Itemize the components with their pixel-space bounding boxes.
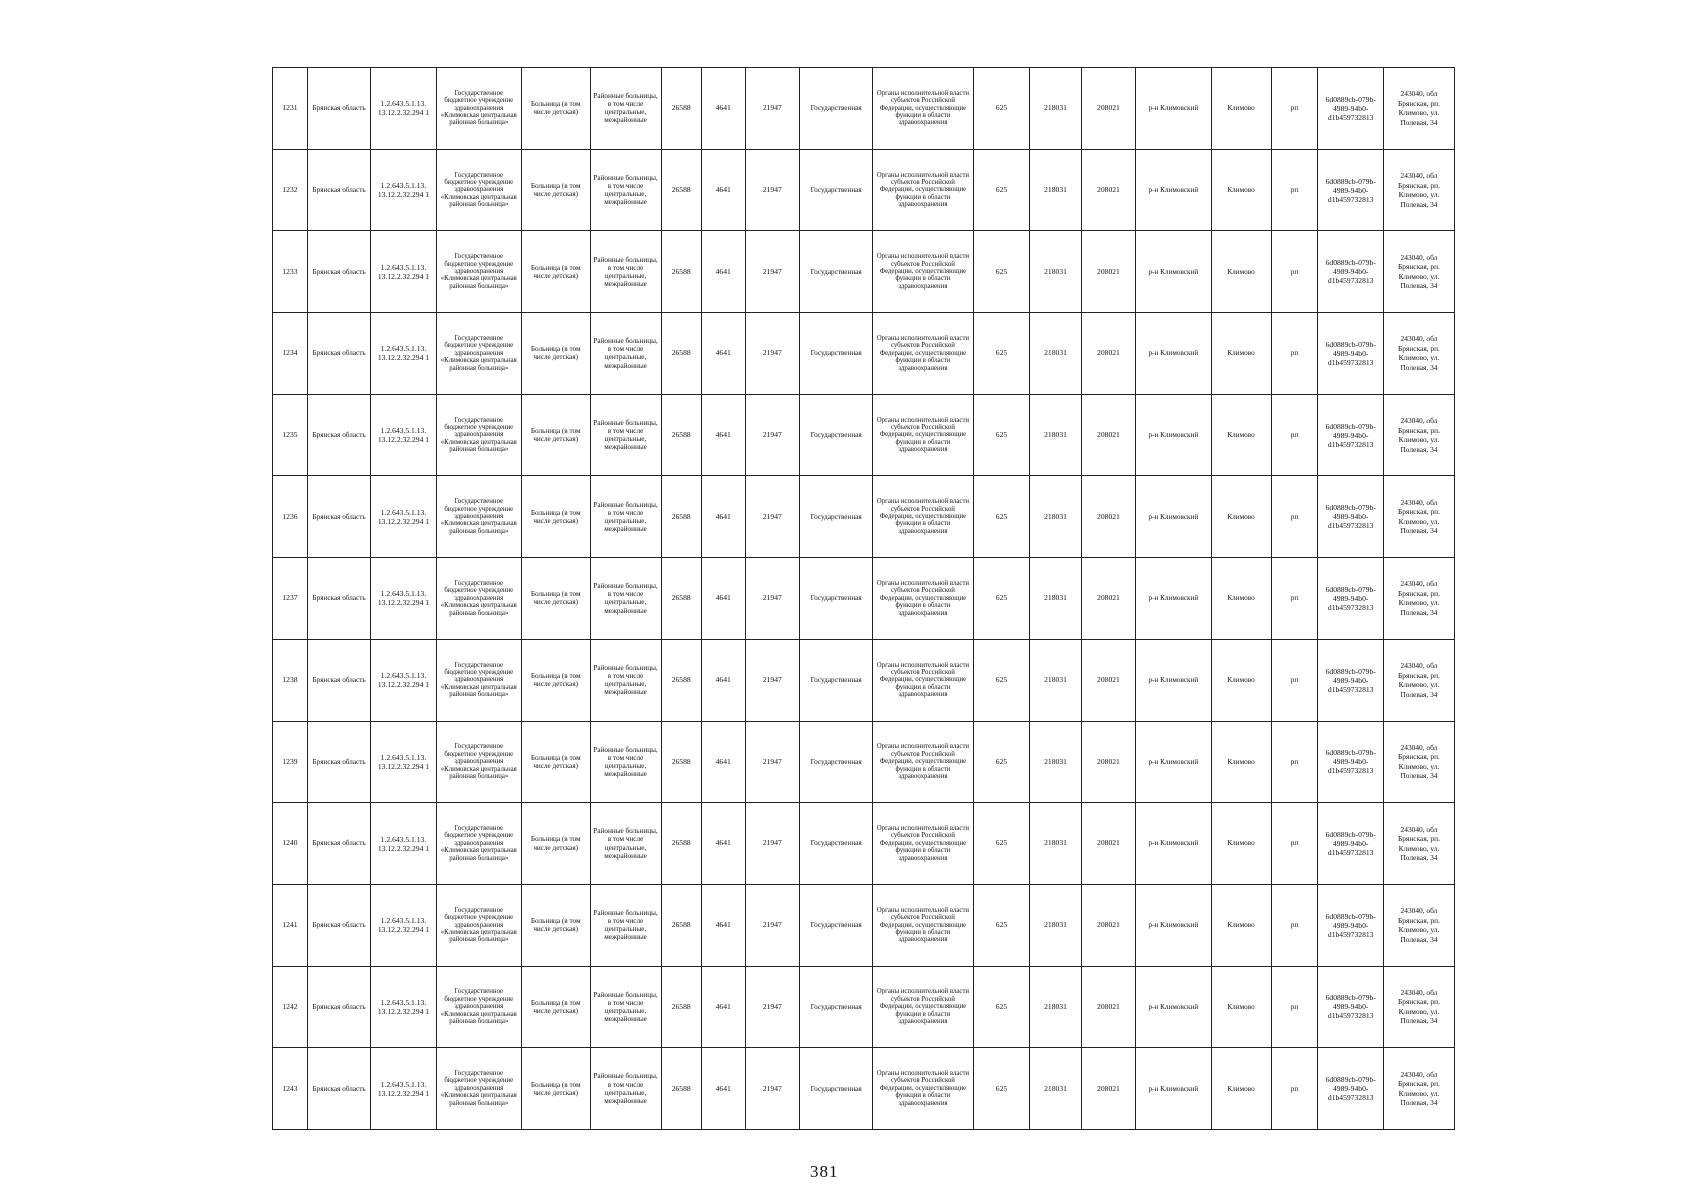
settlement-type-cell: рп: [1271, 884, 1318, 966]
code-cell: 1.2.643.5.1.13. 13.12.2.32.294 1: [371, 1048, 436, 1130]
authority-cell: Органы исполнительной власти субъектов Российской Федерации, осуществляющие функции в области здравоохранения: [873, 476, 973, 558]
row-number: 1231: [273, 68, 308, 150]
settlement-cell: Климово: [1211, 1048, 1271, 1130]
code-cell: 1.2.643.5.1.13. 13.12.2.32.294 1: [371, 639, 436, 721]
district-cell: р-н Климовский: [1136, 68, 1211, 150]
district-cell: р-н Климовский: [1136, 558, 1211, 640]
settlement-cell: Климово: [1211, 884, 1271, 966]
code-625-cell: 625: [973, 68, 1030, 150]
region-cell: Брянская область: [307, 394, 370, 476]
settlement-type-cell: рп: [1271, 803, 1318, 885]
region-cell: Брянская область: [307, 966, 370, 1048]
facility-kind-cell: Районные больницы, в том числе центральные, межрайонные: [590, 1048, 661, 1130]
code-218031-cell: 218031: [1030, 149, 1081, 231]
address-cell: 243040, обл Брянская, рп. Климово, ул. Полевая, 34: [1383, 476, 1454, 558]
ownership-cell: Государственная: [800, 231, 873, 313]
code-625-cell: 625: [973, 966, 1030, 1048]
code-cell: 1.2.643.5.1.13. 13.12.2.32.294 1: [371, 476, 436, 558]
registry-table: [272, 67, 1455, 1130]
guid-cell: 6d0889cb-079b-4989-94b0-d1b459732813: [1318, 313, 1383, 395]
number-cell-3: 21947: [745, 803, 800, 885]
table-row: [273, 1048, 1455, 1130]
code-625-cell: 625: [973, 231, 1030, 313]
code-cell: 1.2.643.5.1.13. 13.12.2.32.294 1: [371, 884, 436, 966]
number-cell-3: 21947: [745, 476, 800, 558]
ownership-cell: Государственная: [800, 803, 873, 885]
row-number: 1238: [273, 639, 308, 721]
region-cell: Брянская область: [307, 231, 370, 313]
facility-type-cell: Больница (в том числе детская): [521, 558, 590, 640]
code-208021-cell: 208021: [1081, 966, 1136, 1048]
code-218031-cell: 218031: [1030, 68, 1081, 150]
settlement-cell: Климово: [1211, 721, 1271, 803]
settlement-type-cell: рп: [1271, 149, 1318, 231]
number-cell-1: 26588: [661, 394, 701, 476]
code-625-cell: 625: [973, 313, 1030, 395]
number-cell-2: 4641: [701, 476, 745, 558]
number-cell-3: 21947: [745, 884, 800, 966]
organization-cell: Государственное бюджетное учреждение здравоохранения «Климовская центральная районная больница»: [436, 639, 521, 721]
ownership-cell: Государственная: [800, 149, 873, 231]
facility-kind-cell: Районные больницы, в том числе центральные, межрайонные: [590, 558, 661, 640]
code-218031-cell: 218031: [1030, 803, 1081, 885]
row-number: 1240: [273, 803, 308, 885]
table-row: [273, 394, 1455, 476]
code-625-cell: 625: [973, 803, 1030, 885]
table-row: [273, 966, 1455, 1048]
number-cell-2: 4641: [701, 1048, 745, 1130]
authority-cell: Органы исполнительной власти субъектов Российской Федерации, осуществляющие функции в области здравоохранения: [873, 231, 973, 313]
settlement-cell: Климово: [1211, 803, 1271, 885]
guid-cell: 6d0889cb-079b-4989-94b0-d1b459732813: [1318, 884, 1383, 966]
address-cell: 243040, обл Брянская, рп. Климово, ул. Полевая, 34: [1383, 68, 1454, 150]
address-cell: 243040, обл Брянская, рп. Климово, ул. Полевая, 34: [1383, 721, 1454, 803]
address-cell: 243040, обл Брянская, рп. Климово, ул. Полевая, 34: [1383, 803, 1454, 885]
region-cell: Брянская область: [307, 476, 370, 558]
authority-cell: Органы исполнительной власти субъектов Российской Федерации, осуществляющие функции в области здравоохранения: [873, 68, 973, 150]
number-cell-1: 26588: [661, 149, 701, 231]
row-number: 1235: [273, 394, 308, 476]
code-625-cell: 625: [973, 558, 1030, 640]
district-cell: р-н Климовский: [1136, 394, 1211, 476]
table-row: [273, 231, 1455, 313]
number-cell-1: 26588: [661, 884, 701, 966]
row-number: 1233: [273, 231, 308, 313]
ownership-cell: Государственная: [800, 884, 873, 966]
district-cell: р-н Климовский: [1136, 149, 1211, 231]
row-number: 1236: [273, 476, 308, 558]
settlement-cell: Климово: [1211, 394, 1271, 476]
facility-type-cell: Больница (в том числе детская): [521, 68, 590, 150]
facility-kind-cell: Районные больницы, в том числе центральные, межрайонные: [590, 884, 661, 966]
facility-kind-cell: Районные больницы, в том числе центральные, межрайонные: [590, 394, 661, 476]
settlement-type-cell: рп: [1271, 966, 1318, 1048]
address-cell: 243040, обл Брянская, рп. Климово, ул. Полевая, 34: [1383, 231, 1454, 313]
facility-kind-cell: Районные больницы, в том числе центральные, межрайонные: [590, 476, 661, 558]
settlement-type-cell: рп: [1271, 313, 1318, 395]
number-cell-1: 26588: [661, 803, 701, 885]
facility-type-cell: Больница (в том числе детская): [521, 1048, 590, 1130]
facility-kind-cell: Районные больницы, в том числе центральные, межрайонные: [590, 231, 661, 313]
code-218031-cell: 218031: [1030, 721, 1081, 803]
facility-type-cell: Больница (в том числе детская): [521, 313, 590, 395]
region-cell: Брянская область: [307, 884, 370, 966]
code-cell: 1.2.643.5.1.13. 13.12.2.32.294 1: [371, 966, 436, 1048]
authority-cell: Органы исполнительной власти субъектов Российской Федерации, осуществляющие функции в области здравоохранения: [873, 394, 973, 476]
authority-cell: Органы исполнительной власти субъектов Российской Федерации, осуществляющие функции в области здравоохранения: [873, 558, 973, 640]
number-cell-3: 21947: [745, 721, 800, 803]
district-cell: р-н Климовский: [1136, 966, 1211, 1048]
number-cell-3: 21947: [745, 639, 800, 721]
district-cell: р-н Климовский: [1136, 721, 1211, 803]
guid-cell: 6d0889cb-079b-4989-94b0-d1b459732813: [1318, 639, 1383, 721]
row-number: 1234: [273, 313, 308, 395]
organization-cell: Государственное бюджетное учреждение здравоохранения «Климовская центральная районная больница»: [436, 313, 521, 395]
district-cell: р-н Климовский: [1136, 476, 1211, 558]
district-cell: р-н Климовский: [1136, 231, 1211, 313]
code-625-cell: 625: [973, 639, 1030, 721]
code-218031-cell: 218031: [1030, 558, 1081, 640]
ownership-cell: Государственная: [800, 966, 873, 1048]
authority-cell: Органы исполнительной власти субъектов Российской Федерации, осуществляющие функции в области здравоохранения: [873, 149, 973, 231]
organization-cell: Государственное бюджетное учреждение здравоохранения «Климовская центральная районная больница»: [436, 476, 521, 558]
district-cell: р-н Климовский: [1136, 803, 1211, 885]
table-row: [273, 476, 1455, 558]
number-cell-3: 21947: [745, 68, 800, 150]
code-cell: 1.2.643.5.1.13. 13.12.2.32.294 1: [371, 68, 436, 150]
code-208021-cell: 208021: [1081, 394, 1136, 476]
number-cell-2: 4641: [701, 231, 745, 313]
number-cell-3: 21947: [745, 231, 800, 313]
region-cell: Брянская область: [307, 721, 370, 803]
code-cell: 1.2.643.5.1.13. 13.12.2.32.294 1: [371, 803, 436, 885]
organization-cell: Государственное бюджетное учреждение здравоохранения «Климовская центральная районная больница»: [436, 803, 521, 885]
number-cell-3: 21947: [745, 149, 800, 231]
table-row: [273, 803, 1455, 885]
region-cell: Брянская область: [307, 1048, 370, 1130]
code-218031-cell: 218031: [1030, 476, 1081, 558]
number-cell-1: 26588: [661, 558, 701, 640]
settlement-cell: Климово: [1211, 68, 1271, 150]
number-cell-3: 21947: [745, 313, 800, 395]
authority-cell: Органы исполнительной власти субъектов Российской Федерации, осуществляющие функции в области здравоохранения: [873, 803, 973, 885]
code-cell: 1.2.643.5.1.13. 13.12.2.32.294 1: [371, 394, 436, 476]
organization-cell: Государственное бюджетное учреждение здравоохранения «Климовская центральная районная больница»: [436, 721, 521, 803]
ownership-cell: Государственная: [800, 68, 873, 150]
address-cell: 243040, обл Брянская, рп. Климово, ул. Полевая, 34: [1383, 313, 1454, 395]
authority-cell: Органы исполнительной власти субъектов Российской Федерации, осуществляющие функции в области здравоохранения: [873, 884, 973, 966]
number-cell-1: 26588: [661, 313, 701, 395]
settlement-type-cell: рп: [1271, 394, 1318, 476]
number-cell-2: 4641: [701, 721, 745, 803]
facility-type-cell: Больница (в том числе детская): [521, 476, 590, 558]
authority-cell: Органы исполнительной власти субъектов Российской Федерации, осуществляющие функции в области здравоохранения: [873, 313, 973, 395]
code-625-cell: 625: [973, 149, 1030, 231]
table-row: [273, 68, 1455, 150]
settlement-cell: Климово: [1211, 966, 1271, 1048]
number-cell-2: 4641: [701, 803, 745, 885]
number-cell-2: 4641: [701, 884, 745, 966]
settlement-cell: Климово: [1211, 639, 1271, 721]
code-218031-cell: 218031: [1030, 394, 1081, 476]
code-cell: 1.2.643.5.1.13. 13.12.2.32.294 1: [371, 313, 436, 395]
settlement-cell: Климово: [1211, 476, 1271, 558]
number-cell-2: 4641: [701, 149, 745, 231]
facility-type-cell: Больница (в том числе детская): [521, 149, 590, 231]
number-cell-1: 26588: [661, 68, 701, 150]
facility-type-cell: Больница (в том числе детская): [521, 394, 590, 476]
ownership-cell: Государственная: [800, 639, 873, 721]
code-208021-cell: 208021: [1081, 803, 1136, 885]
guid-cell: 6d0889cb-079b-4989-94b0-d1b459732813: [1318, 68, 1383, 150]
address-cell: 243040, обл Брянская, рп. Климово, ул. Полевая, 34: [1383, 1048, 1454, 1130]
guid-cell: 6d0889cb-079b-4989-94b0-d1b459732813: [1318, 803, 1383, 885]
authority-cell: Органы исполнительной власти субъектов Российской Федерации, осуществляющие функции в области здравоохранения: [873, 1048, 973, 1130]
authority-cell: Органы исполнительной власти субъектов Российской Федерации, осуществляющие функции в области здравоохранения: [873, 966, 973, 1048]
guid-cell: 6d0889cb-079b-4989-94b0-d1b459732813: [1318, 721, 1383, 803]
settlement-type-cell: рп: [1271, 1048, 1318, 1130]
settlement-cell: Климово: [1211, 558, 1271, 640]
number-cell-1: 26588: [661, 639, 701, 721]
row-number: 1241: [273, 884, 308, 966]
address-cell: 243040, обл Брянская, рп. Климово, ул. Полевая, 34: [1383, 558, 1454, 640]
code-218031-cell: 218031: [1030, 231, 1081, 313]
facility-type-cell: Больница (в том числе детская): [521, 884, 590, 966]
row-number: 1242: [273, 966, 308, 1048]
address-cell: 243040, обл Брянская, рп. Климово, ул. Полевая, 34: [1383, 884, 1454, 966]
row-number: 1232: [273, 149, 308, 231]
settlement-type-cell: рп: [1271, 231, 1318, 313]
number-cell-3: 21947: [745, 1048, 800, 1130]
code-218031-cell: 218031: [1030, 313, 1081, 395]
number-cell-3: 21947: [745, 966, 800, 1048]
code-208021-cell: 208021: [1081, 68, 1136, 150]
facility-kind-cell: Районные больницы, в том числе центральные, межрайонные: [590, 639, 661, 721]
district-cell: р-н Климовский: [1136, 1048, 1211, 1130]
number-cell-2: 4641: [701, 394, 745, 476]
settlement-type-cell: рп: [1271, 558, 1318, 640]
number-cell-3: 21947: [745, 394, 800, 476]
code-625-cell: 625: [973, 884, 1030, 966]
facility-kind-cell: Районные больницы, в том числе центральные, межрайонные: [590, 313, 661, 395]
organization-cell: Государственное бюджетное учреждение здравоохранения «Климовская центральная районная больница»: [436, 558, 521, 640]
address-cell: 243040, обл Брянская, рп. Климово, ул. Полевая, 34: [1383, 639, 1454, 721]
region-cell: Брянская область: [307, 558, 370, 640]
guid-cell: 6d0889cb-079b-4989-94b0-d1b459732813: [1318, 558, 1383, 640]
address-cell: 243040, обл Брянская, рп. Климово, ул. Полевая, 34: [1383, 394, 1454, 476]
settlement-cell: Климово: [1211, 313, 1271, 395]
settlement-cell: Климово: [1211, 149, 1271, 231]
facility-kind-cell: Районные больницы, в том числе центральные, межрайонные: [590, 68, 661, 150]
row-number: 1239: [273, 721, 308, 803]
number-cell-1: 26588: [661, 476, 701, 558]
code-218031-cell: 218031: [1030, 639, 1081, 721]
code-625-cell: 625: [973, 476, 1030, 558]
address-cell: 243040, обл Брянская, рп. Климово, ул. Полевая, 34: [1383, 966, 1454, 1048]
settlement-type-cell: рп: [1271, 721, 1318, 803]
facility-kind-cell: Районные больницы, в том числе центральные, межрайонные: [590, 721, 661, 803]
region-cell: Брянская область: [307, 313, 370, 395]
number-cell-2: 4641: [701, 966, 745, 1048]
code-208021-cell: 208021: [1081, 313, 1136, 395]
facility-kind-cell: Районные больницы, в том числе центральные, межрайонные: [590, 149, 661, 231]
table-row: [273, 313, 1455, 395]
table-row: [273, 558, 1455, 640]
region-cell: Брянская область: [307, 149, 370, 231]
authority-cell: Органы исполнительной власти субъектов Российской Федерации, осуществляющие функции в области здравоохранения: [873, 721, 973, 803]
region-cell: Брянская область: [307, 639, 370, 721]
number-cell-1: 26588: [661, 1048, 701, 1130]
guid-cell: 6d0889cb-079b-4989-94b0-d1b459732813: [1318, 149, 1383, 231]
organization-cell: Государственное бюджетное учреждение здравоохранения «Климовская центральная районная больница»: [436, 231, 521, 313]
facility-kind-cell: Районные больницы, в том числе центральные, межрайонные: [590, 803, 661, 885]
number-cell-2: 4641: [701, 68, 745, 150]
guid-cell: 6d0889cb-079b-4989-94b0-d1b459732813: [1318, 394, 1383, 476]
table-body: [273, 68, 1455, 1130]
settlement-type-cell: рп: [1271, 68, 1318, 150]
table-row: [273, 639, 1455, 721]
code-cell: 1.2.643.5.1.13. 13.12.2.32.294 1: [371, 231, 436, 313]
number-cell-1: 26588: [661, 231, 701, 313]
code-218031-cell: 218031: [1030, 966, 1081, 1048]
code-cell: 1.2.643.5.1.13. 13.12.2.32.294 1: [371, 721, 436, 803]
organization-cell: Государственное бюджетное учреждение здравоохранения «Климовская центральная районная больница»: [436, 884, 521, 966]
page-number: 381: [810, 1162, 839, 1181]
table-row: [273, 884, 1455, 966]
ownership-cell: Государственная: [800, 721, 873, 803]
code-208021-cell: 208021: [1081, 558, 1136, 640]
code-208021-cell: 208021: [1081, 639, 1136, 721]
facility-kind-cell: Районные больницы, в том числе центральные, межрайонные: [590, 966, 661, 1048]
settlement-type-cell: рп: [1271, 639, 1318, 721]
district-cell: р-н Климовский: [1136, 313, 1211, 395]
code-218031-cell: 218031: [1030, 1048, 1081, 1130]
code-625-cell: 625: [973, 1048, 1030, 1130]
code-625-cell: 625: [973, 394, 1030, 476]
code-208021-cell: 208021: [1081, 149, 1136, 231]
facility-type-cell: Больница (в том числе детская): [521, 639, 590, 721]
ownership-cell: Государственная: [800, 476, 873, 558]
authority-cell: Органы исполнительной власти субъектов Российской Федерации, осуществляющие функции в области здравоохранения: [873, 639, 973, 721]
code-218031-cell: 218031: [1030, 884, 1081, 966]
facility-type-cell: Больница (в том числе детская): [521, 803, 590, 885]
number-cell-1: 26588: [661, 966, 701, 1048]
code-208021-cell: 208021: [1081, 884, 1136, 966]
district-cell: р-н Климовский: [1136, 639, 1211, 721]
code-625-cell: 625: [973, 721, 1030, 803]
number-cell-3: 21947: [745, 558, 800, 640]
facility-type-cell: Больница (в том числе детская): [521, 721, 590, 803]
row-number: 1243: [273, 1048, 308, 1130]
number-cell-2: 4641: [701, 558, 745, 640]
guid-cell: 6d0889cb-079b-4989-94b0-d1b459732813: [1318, 1048, 1383, 1130]
organization-cell: Государственное бюджетное учреждение здравоохранения «Климовская центральная районная больница»: [436, 149, 521, 231]
organization-cell: Государственное бюджетное учреждение здравоохранения «Климовская центральная районная больница»: [436, 966, 521, 1048]
guid-cell: 6d0889cb-079b-4989-94b0-d1b459732813: [1318, 231, 1383, 313]
code-cell: 1.2.643.5.1.13. 13.12.2.32.294 1: [371, 558, 436, 640]
table-row: [273, 721, 1455, 803]
settlement-cell: Климово: [1211, 231, 1271, 313]
organization-cell: Государственное бюджетное учреждение здравоохранения «Климовская центральная районная больница»: [436, 394, 521, 476]
ownership-cell: Государственная: [800, 394, 873, 476]
number-cell-1: 26588: [661, 721, 701, 803]
code-208021-cell: 208021: [1081, 231, 1136, 313]
organization-cell: Государственное бюджетное учреждение здравоохранения «Климовская центральная районная больница»: [436, 68, 521, 150]
region-cell: Брянская область: [307, 803, 370, 885]
address-cell: 243040, обл Брянская, рп. Климово, ул. Полевая, 34: [1383, 149, 1454, 231]
number-cell-2: 4641: [701, 639, 745, 721]
code-cell: 1.2.643.5.1.13. 13.12.2.32.294 1: [371, 149, 436, 231]
code-208021-cell: 208021: [1081, 1048, 1136, 1130]
code-208021-cell: 208021: [1081, 476, 1136, 558]
facility-type-cell: Больница (в том числе детская): [521, 966, 590, 1048]
table-row: [273, 149, 1455, 231]
settlement-type-cell: рп: [1271, 476, 1318, 558]
code-208021-cell: 208021: [1081, 721, 1136, 803]
ownership-cell: Государственная: [800, 313, 873, 395]
guid-cell: 6d0889cb-079b-4989-94b0-d1b459732813: [1318, 966, 1383, 1048]
row-number: 1237: [273, 558, 308, 640]
region-cell: Брянская область: [307, 68, 370, 150]
district-cell: р-н Климовский: [1136, 884, 1211, 966]
ownership-cell: Государственная: [800, 1048, 873, 1130]
guid-cell: 6d0889cb-079b-4989-94b0-d1b459732813: [1318, 476, 1383, 558]
ownership-cell: Государственная: [800, 558, 873, 640]
number-cell-2: 4641: [701, 313, 745, 395]
organization-cell: Государственное бюджетное учреждение здравоохранения «Климовская центральная районная больница»: [436, 1048, 521, 1130]
facility-type-cell: Больница (в том числе детская): [521, 231, 590, 313]
scanned-document: [272, 67, 1455, 1130]
